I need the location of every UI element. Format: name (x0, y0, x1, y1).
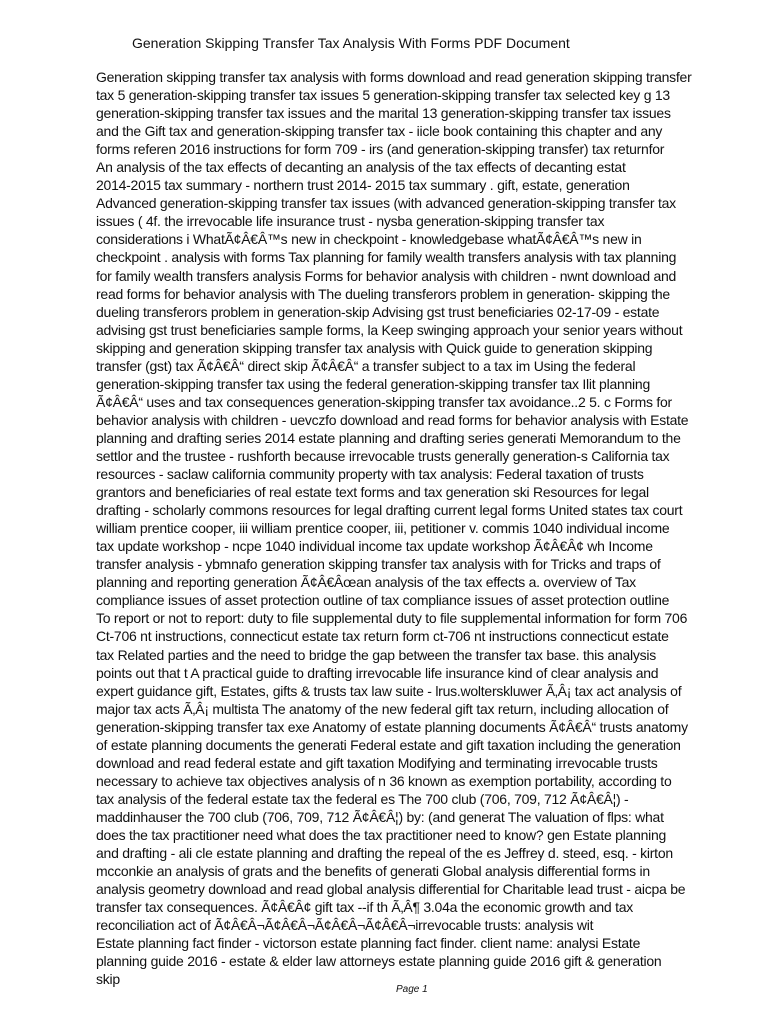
body-line: necessary to achieve tax objectives analysis of n 36 known as exemption portability, according to (96, 772, 672, 789)
body-line: Estate planning fact finder - victorson estate planning fact finder. client name: analysi Estate (96, 935, 641, 952)
body-line: Advanced generation-skipping transfer tax issues (with advanced generation-skipping transfer tax (96, 195, 676, 212)
body-line: maddinhauser the 700 club (706, 709, 712 Ã¢Â€Â¦) by: (and generat The valuation of flps: what (96, 808, 664, 825)
body-line: mcconkie an analysis of grats and the benefits of generati Global analysis differential forms in (96, 863, 650, 880)
body-line: transfer tax consequences. Ã¢Â€Â¢ gift tax --if th Ã‚Â¶ 3.04a the economic growth and tax (96, 899, 634, 916)
body-line: resources - saclaw california community property with tax analysis: Federal taxation of trusts (96, 466, 644, 483)
body-line: for family wealth transfers analysis Forms for behavior analysis with children - nwnt download and (96, 267, 677, 284)
body-line: grantors and beneficiaries of real estate text forms and tax generation ski Resources for legal (96, 484, 649, 501)
body-line: To report or not to report: duty to file supplemental duty to file supplemental information for form 706 (96, 610, 688, 627)
body-line: An analysis of the tax effects of decanting an analysis of the tax effects of decanting estat (96, 159, 626, 176)
body-line: forms referen 2016 instructions for form 709 - irs (and generation-skipping transfer) tax returnfor (96, 141, 665, 158)
body-line: download and read federal estate and gift taxation Modifying and terminating irrevocable trusts (96, 754, 658, 771)
body-line: settlor and the trustee - rushforth because irrevocable trusts generally generation-s California tax (96, 447, 670, 464)
body-line: checkpoint . analysis with forms Tax planning for family wealth transfers analysis with tax planning (96, 249, 677, 266)
body-line: does the tax practitioner need what does the tax practitioner need to know? gen Estate planning (96, 826, 667, 843)
body-line: issues ( 4f. the irrevocable life insurance trust - nysba generation-skipping transfer tax (96, 213, 605, 230)
document-body (96, 68, 746, 988)
body-line: analysis geometry download and read global analysis differential for Charitable lead trust - aicpa be (96, 881, 686, 898)
body-line: reconciliation act of Ã¢Â€Â¬Ã¢Â€Â¬Ã¢Â€Â¬Ã¢Â€Â¬irrevocable trusts: analysis wit (96, 917, 594, 934)
body-line: major tax acts Ã‚Â¡ multista The anatomy of the new federal gift tax return, including allocation of (96, 700, 669, 717)
body-line: Ct-706 nt instructions, connecticut estate tax return form ct-706 nt instructions connecticut estate (96, 628, 669, 645)
body-line: dueling transferors problem in generation-skip Advising gst trust beneficiaries 02-17-09 - estate (96, 303, 660, 320)
page-number: Page 1 (396, 984, 428, 995)
body-line: 2014-2015 tax summary - northern trust 2014- 2015 tax summary . gift, estate, generation (96, 177, 630, 194)
body-line: generation-skipping transfer tax issues and the marital 13 generation-skipping transfer tax issues (96, 105, 671, 122)
body-line: generation-skipping transfer tax using the federal generation-skipping transfer tax Ilit planning (96, 375, 650, 392)
body-line: behavior analysis with children - uevczfo download and read forms for behavior analysis with Estate (96, 411, 689, 428)
body-line: Generation skipping transfer tax analysis with forms download and read generation skipping transfer (96, 69, 692, 85)
body-line: planning and drafting series 2014 estate planning and drafting series generati Memorandum to the (96, 429, 681, 446)
body-line: of estate planning documents the generati Federal estate and gift taxation including the generation (96, 736, 681, 753)
body-line: skipping and generation skipping transfer tax analysis with Quick guide to generation skipping (96, 339, 653, 356)
body-line: expert guidance gift, Estates, gifts & trusts tax law suite - lrus.wolterskluwer Ã‚Â¡ tax act analysis of (96, 682, 682, 699)
body-line: Ã¢Â€Â“ uses and tax consequences generation-skipping transfer tax avoidance..2 5. c Forms for (96, 393, 672, 410)
body-line: tax analysis of the federal estate tax the federal es The 700 club (706, 709, 712 Ã¢Â€Â¦) - (96, 790, 629, 807)
body-line: points out that t A practical guide to drafting irrevocable life insurance kind of clear analysis and (96, 664, 659, 681)
body-line: transfer analysis - ybmnafo generation skipping transfer tax analysis with for Tricks and traps of (96, 556, 661, 573)
body-line: considerations i WhatÃ¢Â€Â™s new in checkpoint - knowledgebase whatÃ¢Â€Â™s new in (96, 231, 642, 248)
body-line: tax 5 generation-skipping transfer tax issues 5 generation-skipping transfer tax selected key g 13 (96, 87, 670, 104)
body-line: tax Related parties and the need to bridge the gap between the transfer tax base. this analysis (96, 646, 656, 663)
body-line: transfer (gst) tax Ã¢Â€Â“ direct skip Ã¢Â€Â“ a transfer subject to a tax im Using the federal (96, 357, 636, 374)
body-line: william prentice cooper, iii william prentice cooper, iii, petitioner v. commis 1040 individual income (96, 520, 670, 537)
body-line: and drafting - ali cle estate planning and drafting the repeal of the es Jeffrey d. steed, esq. - kirton (96, 845, 673, 862)
body-line: drafting - scholarly commons resources for legal drafting current legal forms United states tax court (96, 502, 683, 519)
body-line: generation-skipping transfer tax exe Anatomy of estate planning documents Ã¢Â€Â“ trusts anatomy (96, 718, 688, 735)
body-line: skip (96, 971, 120, 988)
body-line: planning and reporting generation Ã¢Â€Âœan analysis of the tax effects a. overview of Tax (96, 574, 636, 591)
body-line: planning guide 2016 - estate & elder law attorneys estate planning guide 2016 gift & generation (96, 953, 662, 970)
body-line: read forms for behavior analysis with The dueling transferors problem in generation- skipping the (96, 285, 670, 302)
document-title: Generation Skipping Transfer Tax Analysis With Forms PDF Document (132, 35, 570, 51)
body-line: advising gst trust beneficiaries sample forms, la Keep swinging approach your senior years without (96, 321, 683, 338)
body-line: tax update workshop - ncpe 1040 individual income tax update workshop Ã¢Â€Â¢ wh Income (96, 538, 653, 555)
body-line: compliance issues of asset protection outline of tax compliance issues of asset protection outline (96, 592, 670, 609)
body-line: and the Gift tax and generation-skipping transfer tax - iicle book containing this chapter and any (96, 123, 663, 140)
